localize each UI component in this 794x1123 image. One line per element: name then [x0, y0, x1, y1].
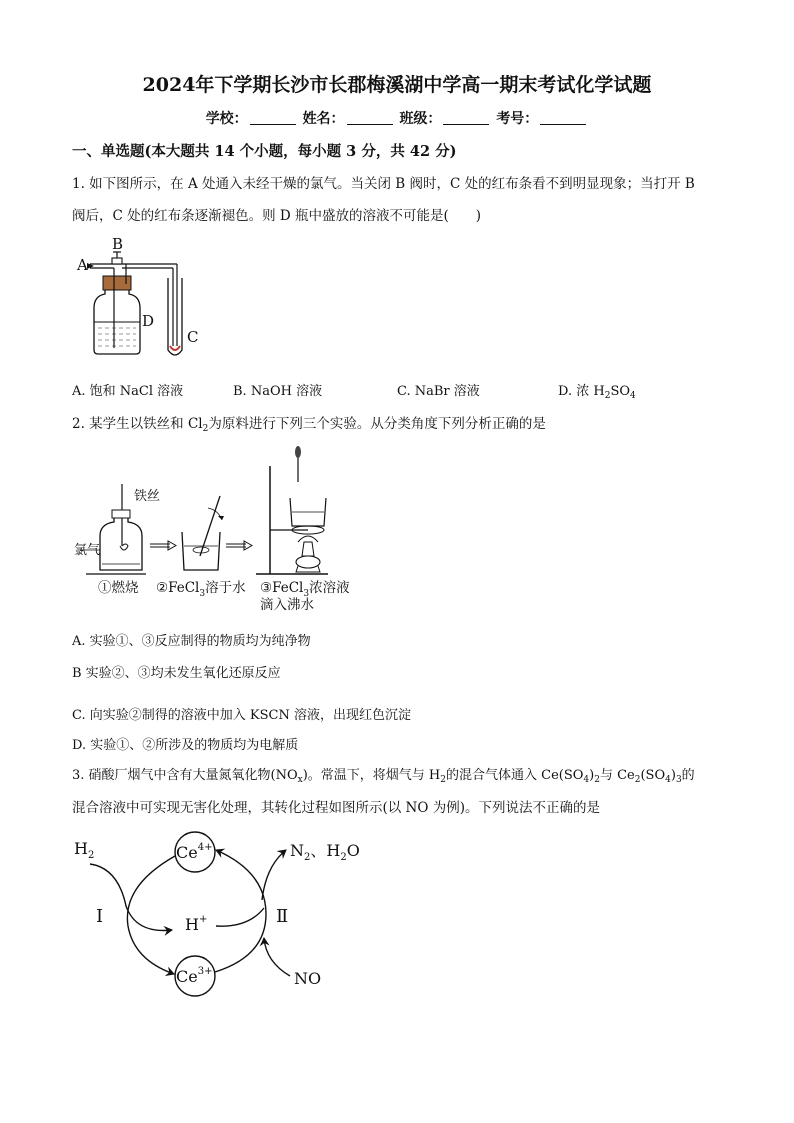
- q3-products-label: [290, 841, 360, 863]
- q1-option-a[interactable]: A. 饱和 NaCl 溶液: [72, 384, 184, 399]
- q2-stem-post: 为原料进行下列三个实验。从分类角度下列分析正确的是: [208, 416, 546, 432]
- q3-t9: 与 Ce: [599, 768, 635, 783]
- q3-t4: 2: [440, 775, 446, 785]
- q3-stem-line1: [72, 764, 695, 783]
- q1-label-d: D: [142, 312, 155, 330]
- q2-option-d[interactable]: D. 实验①、②所涉及的物质均为电解质: [72, 738, 299, 753]
- school-blank[interactable]: [250, 110, 296, 125]
- q1-option-d-pre: D. 浓 H: [558, 384, 605, 399]
- q1-option-d-sub2: 4: [630, 391, 636, 401]
- q3-t15: 的: [681, 768, 695, 783]
- q1-gas-bottle-figure: [70, 235, 210, 368]
- q3-hplus-sup: +: [198, 914, 208, 925]
- q3-ce3-text: Ce: [176, 967, 198, 986]
- q3-h2-label: [74, 839, 94, 861]
- q3-ce4-sup: 4+: [197, 842, 213, 853]
- q3-t10: 2: [634, 775, 641, 785]
- q2-step3-sub: 3: [303, 589, 310, 599]
- q3-t12: 4: [665, 775, 671, 785]
- q1-label-c: C: [187, 328, 199, 346]
- q2-stem-pre: 2. 某学生以铁丝和 Cl: [72, 416, 203, 432]
- q2-step2-post: 溶于水: [205, 580, 246, 596]
- q3-t11: (SO: [640, 768, 666, 783]
- q2-step3-caption: [260, 579, 350, 599]
- q2-step1-caption: ①燃烧: [98, 580, 139, 596]
- q3-t5: 的混合气体通入 Ce(SO: [446, 768, 584, 783]
- q3-t1: 3. 硝酸厂烟气中含有大量氮氧化物(NO: [72, 768, 298, 783]
- q3-n2-text: N: [290, 841, 304, 860]
- exam-no-blank[interactable]: [540, 110, 586, 125]
- exam-no-label: 考号：: [496, 111, 539, 127]
- q3-h2-text: H: [74, 839, 88, 858]
- q1-option-d-mid: SO: [610, 384, 631, 399]
- q3-t6: 4: [583, 775, 590, 785]
- name-label: 姓名：: [302, 111, 345, 127]
- q1-option-d[interactable]: [558, 380, 636, 399]
- q3-t7: ): [589, 768, 595, 783]
- q3-roman-2: Ⅱ: [276, 906, 289, 927]
- q3-h2o-post: O: [346, 841, 360, 860]
- q3-t2: x: [297, 775, 303, 785]
- q2-chlorine-label: 氯气: [74, 543, 101, 558]
- q3-h2-sub: 2: [87, 850, 95, 861]
- q3-t13: ): [670, 768, 676, 783]
- student-info-line: [0, 108, 794, 128]
- q1-option-d-sub1: 2: [604, 391, 611, 401]
- q2-step2-caption: [156, 579, 246, 599]
- q3-h2o-pre: 、H: [310, 841, 341, 860]
- section-heading: 一、单选题(本大题共 14 个小题，每小题 3 分，共 42 分): [72, 143, 457, 160]
- q2-step3-caption-line2: 滴入沸水: [260, 597, 314, 613]
- q3-t8: 2: [594, 775, 600, 785]
- page-title: 2024年下学期长沙市长郡梅溪湖中学高一期末考试化学试题: [142, 74, 652, 96]
- q2-option-a[interactable]: A. 实验①、③反应制得的物质均为纯净物: [72, 634, 311, 649]
- name-blank[interactable]: [347, 110, 393, 125]
- q3-ce3-sup: 3+: [197, 966, 213, 977]
- q3-h2o-sub: 2: [340, 852, 347, 863]
- q3-n2-sub: 2: [304, 852, 311, 863]
- q1-stem-line2: 阀后，C 处的红布条逐渐褪色。则 D 瓶中盛放的溶液不可能是( ): [72, 208, 482, 224]
- q3-no-label: NO: [294, 969, 322, 988]
- q3-roman-1: Ⅰ: [96, 906, 104, 927]
- class-label: 班级：: [399, 111, 442, 127]
- q3-cycle-diagram: [70, 826, 390, 1016]
- q2-step3-post: 浓溶液: [309, 580, 350, 596]
- q2-step2-pre: ②FeCl: [156, 580, 200, 596]
- class-blank[interactable]: [443, 110, 489, 125]
- q1-option-b[interactable]: B. NaOH 溶液: [233, 384, 323, 399]
- q2-iron-wire-label: 铁丝: [134, 489, 161, 504]
- q3-t3: )。常温下，将烟气与 H: [302, 768, 441, 783]
- q1-label-b: B: [112, 235, 124, 253]
- q2-experiment-figure: [72, 446, 372, 616]
- q1-label-a: A: [77, 256, 88, 274]
- school-label: 学校：: [205, 111, 248, 127]
- q2-stem: [72, 412, 546, 432]
- q3-t14: 3: [675, 775, 682, 785]
- q3-hplus-label: [185, 914, 207, 934]
- q1-stem-line1: 1. 如下图所示，在 A 处通入未经干燥的氯气。当关闭 B 阀时，C 处的红布条看不到明显现象；当打开 B: [72, 176, 695, 192]
- q2-stem-sub: 2: [202, 424, 209, 434]
- q2-option-c[interactable]: C. 向实验②制得的溶液中加入 KSCN 溶液，出现红色沉淀: [72, 708, 411, 723]
- q2-step2-sub: 3: [199, 589, 206, 599]
- q3-hplus-text: H: [185, 915, 199, 934]
- q3-ce4-text: Ce: [176, 843, 198, 862]
- q2-step3-pre: ③FeCl: [260, 580, 304, 596]
- q3-stem-line2: 混合溶液中可实现无害化处理，其转化过程如图所示(以 NO 为例)。下列说法不正确的是: [72, 800, 600, 816]
- q2-option-b[interactable]: B 实验②、③均未发生氧化还原反应: [72, 666, 281, 681]
- q1-option-c[interactable]: C. NaBr 溶液: [397, 384, 480, 399]
